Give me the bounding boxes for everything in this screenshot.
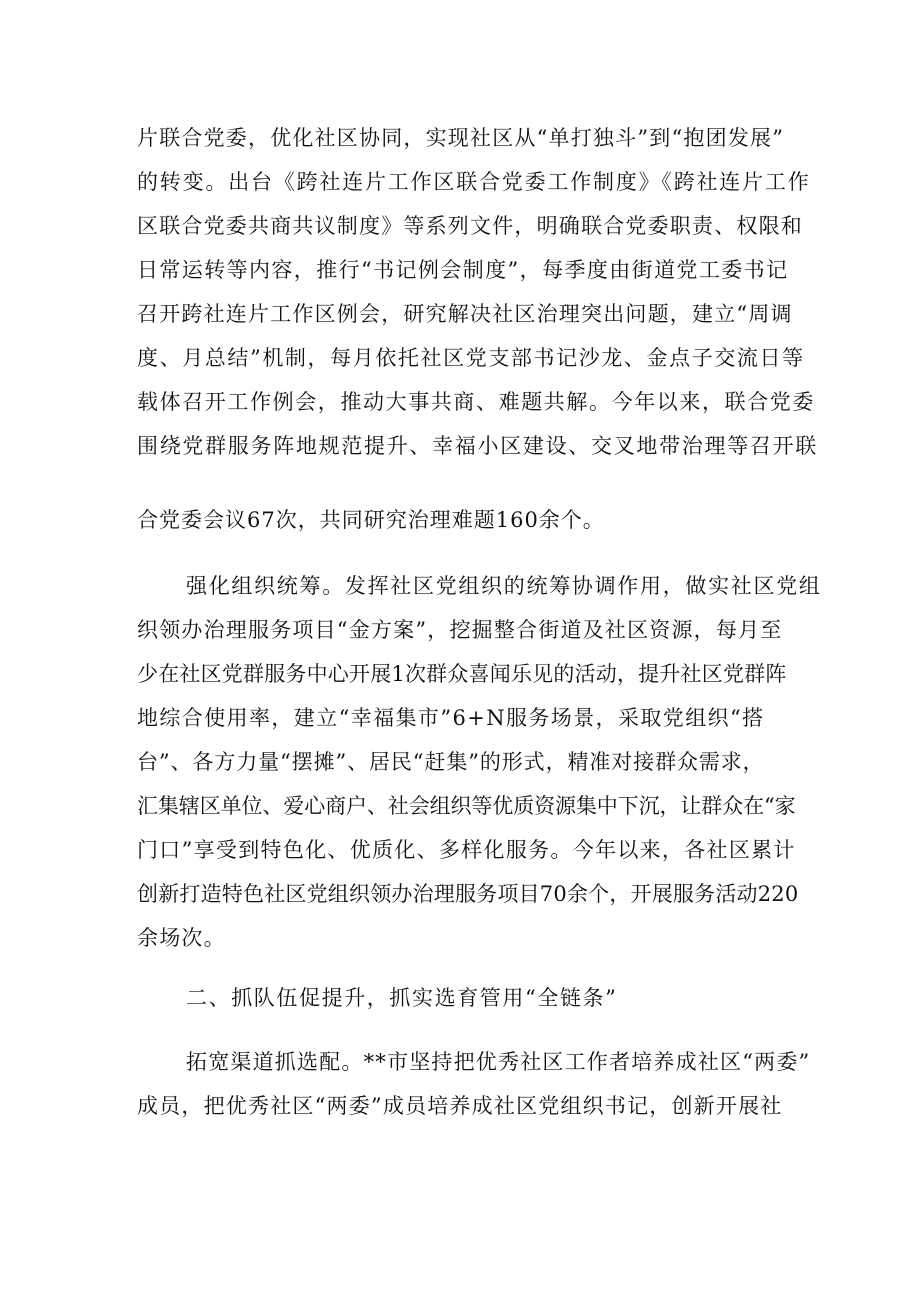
paragraph-2-line-4: [0, 696, 920, 740]
text-line: 围绕党群服务阵地规范提升、幸福小区建设、交叉地带治理等召开联: [137, 434, 818, 458]
paragraph-2-line-9: [0, 916, 920, 960]
paragraph-3-line-1: [0, 1040, 920, 1084]
text-line: 区联合党委共商共议制度》等系列文件，明确联合党委职责、权限和: [137, 214, 803, 238]
heading-text: 二、抓队伍促提升，抓实选育管用“全链条”: [186, 986, 618, 1010]
paragraph-1-line-3: [0, 204, 920, 248]
text-line: 强化组织统筹。发挥社区党组织的统筹协调作用，做实社区党组: [186, 574, 822, 598]
text-line: 度、月总结”机制，每月依托社区党支部书记沙龙、金点子交流日等: [137, 346, 805, 370]
text-line: 载体召开工作例会，推动大事共商、难题共解。今年以来，联合党委: [137, 390, 815, 414]
text-line: 合党委会议67次，共同研究治理难题160余个。: [137, 508, 605, 532]
paragraph-3-line-2: [0, 1084, 920, 1128]
text-line: 片联合党委，优化社区协同，实现社区从“单打独斗”到“抱团发展”: [137, 126, 785, 150]
text-line: 汇集辖区单位、爱心商户、社会组织等优质资源集中下沉，让群众在“家: [137, 794, 796, 818]
paragraph-1-line-7: [0, 380, 920, 424]
paragraph-1-line-1: [0, 116, 920, 160]
paragraph-1-line-8: [0, 424, 920, 468]
paragraph-1-line-9: [0, 498, 920, 542]
text-line: 织领办治理服务项目“金方案”，挖掘整合街道及社区资源，每月至: [137, 618, 783, 642]
text-line: 的转变。出台《跨社连片工作区联合党委工作制度》《跨社连片工作: [137, 170, 811, 194]
text-line: 少在社区党群服务中心开展1次群众喜闻乐见的活动，提升社区党群阵: [137, 662, 787, 686]
paragraph-1-line-4: [0, 248, 920, 292]
text-line: 余场次。: [137, 926, 226, 950]
text-line: 门口”享受到特色化、优质化、多样化服务。今年以来，各社区累计: [137, 838, 796, 862]
paragraph-2-line-2: [0, 608, 920, 652]
paragraph-1-line-5: [0, 292, 920, 336]
text-line: 拓宽渠道抓选配。**市坚持把优秀社区工作者培养成社区“两委”: [186, 1050, 811, 1074]
text-line: 地综合使用率，建立“幸福集市”6+N服务场景，采取党组织“搭: [137, 706, 765, 730]
paragraph-1-line-2: [0, 160, 920, 204]
text-line: 日常运转等内容，推行“书记例会制度”，每季度由街道党工委书记: [137, 258, 789, 282]
paragraph-1-line-6: [0, 336, 920, 380]
paragraph-2-line-6: [0, 784, 920, 828]
paragraph-2-line-8: [0, 872, 920, 916]
text-line: 创新打造特色社区党组织领办治理服务项目70余个，开展服务活动220: [137, 882, 799, 906]
paragraph-2-line-5: [0, 740, 920, 784]
text-line: 成员，把优秀社区“两委”成员培养成社区党组织书记，创新开展社: [137, 1094, 783, 1118]
paragraph-2-line-7: [0, 828, 920, 872]
paragraph-2-line-3: [0, 652, 920, 696]
text-line: 召开跨社连片工作区例会，研究解决社区治理突出问题，建立“周调: [137, 302, 793, 326]
paragraph-2-line-1: [0, 564, 920, 608]
section-heading: [0, 976, 920, 1020]
text-line: 台”、各方力量“摆摊”、居民“赶集”的形式，精准对接群众需求，: [137, 750, 765, 774]
